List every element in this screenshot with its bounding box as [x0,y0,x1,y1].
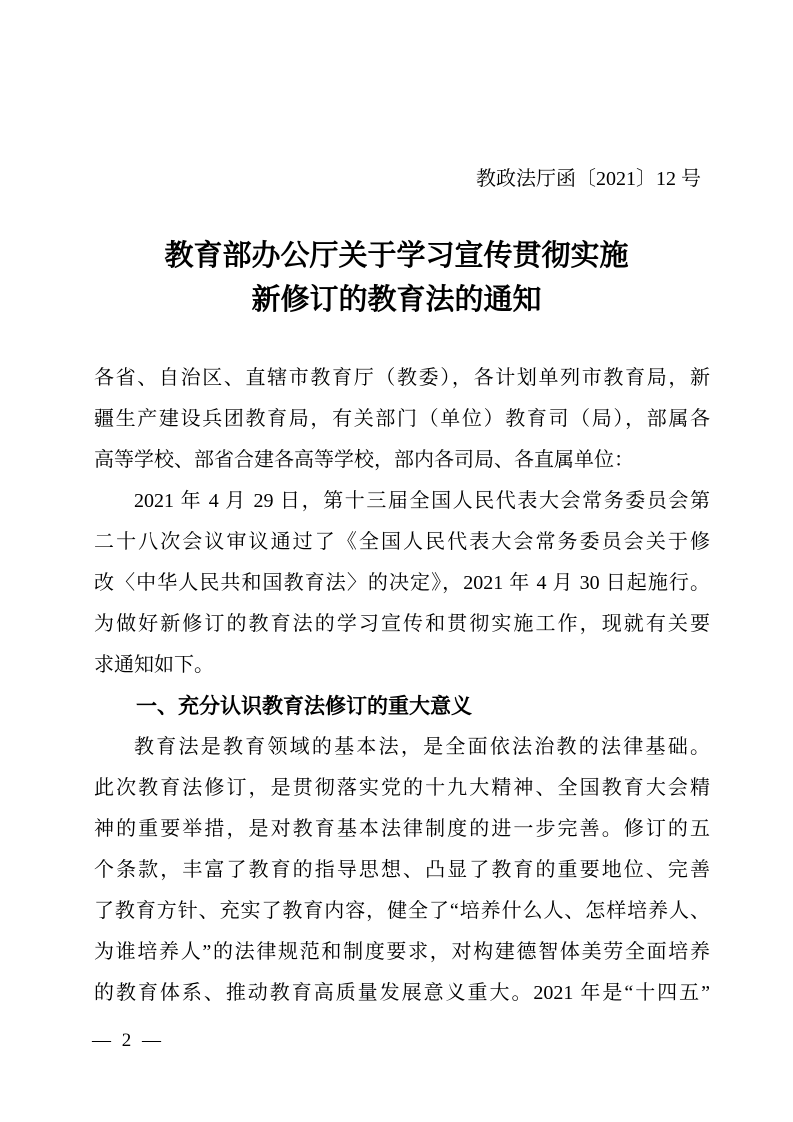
addressee-line: 高等学校、部省合建各高等学校，部内各司局、各直属单位： [94,449,634,471]
section-1-line: 此次教育法修订，是贯彻落实党的十九大精神、全国教育大会精 [94,777,710,799]
intro-line: 改〈中华人民共和国教育法〉的决定》，2021 年 4 月 30 日起施行。 [94,572,710,594]
doc-number: 教政法厅函〔2021〕12 号 [476,168,701,190]
intro-line: 2021 年 4 月 29 日，第十三届全国人民代表大会常务委员会第 [134,490,710,512]
page-number: — 2 — [92,1030,164,1051]
title-line-2: 新修订的教育法的通知 [251,284,542,316]
addressee-line: 各省、自治区、直辖市教育厅（教委），各计划单列市教育局，新 [94,367,710,389]
section-1-line: 了教育方针、充实了教育内容，健全了“培养什么人、怎样培养人、 [94,900,710,922]
document-body [94,358,710,1014]
document-title [0,234,793,322]
intro-line: 为做好新修订的教育法的学习宣传和贯彻实施工作，现就有关要 [94,613,710,635]
intro-line: 求通知如下。 [94,654,214,676]
title-line-1: 教育部办公厅关于学习宣传贯彻实施 [164,240,629,272]
section-1-line: 为谁培养人”的法律规范和制度要求，对构建德智体美劳全面培养 [94,941,710,963]
section-1-line: 个条款，丰富了教育的指导思想、凸显了教育的重要地位、完善 [94,859,710,881]
section-1-line: 的教育体系、推动教育高质量发展意义重大。2021 年是“十四五” [94,982,710,1004]
section-1-line: 神的重要举措，是对教育基本法律制度的进一步完善。修订的五 [94,818,710,840]
addressee-line: 疆生产建设兵团教育局，有关部门（单位）教育司（局），部属各 [94,408,710,430]
section-1-line: 教育法是教育领域的基本法，是全面依法治教的法律基础。 [134,736,710,758]
section-1-heading: 一、充分认识教育法修订的重大意义 [136,695,472,718]
intro-line: 二十八次会议审议通过了《全国人民代表大会常务委员会关于修 [94,531,710,553]
